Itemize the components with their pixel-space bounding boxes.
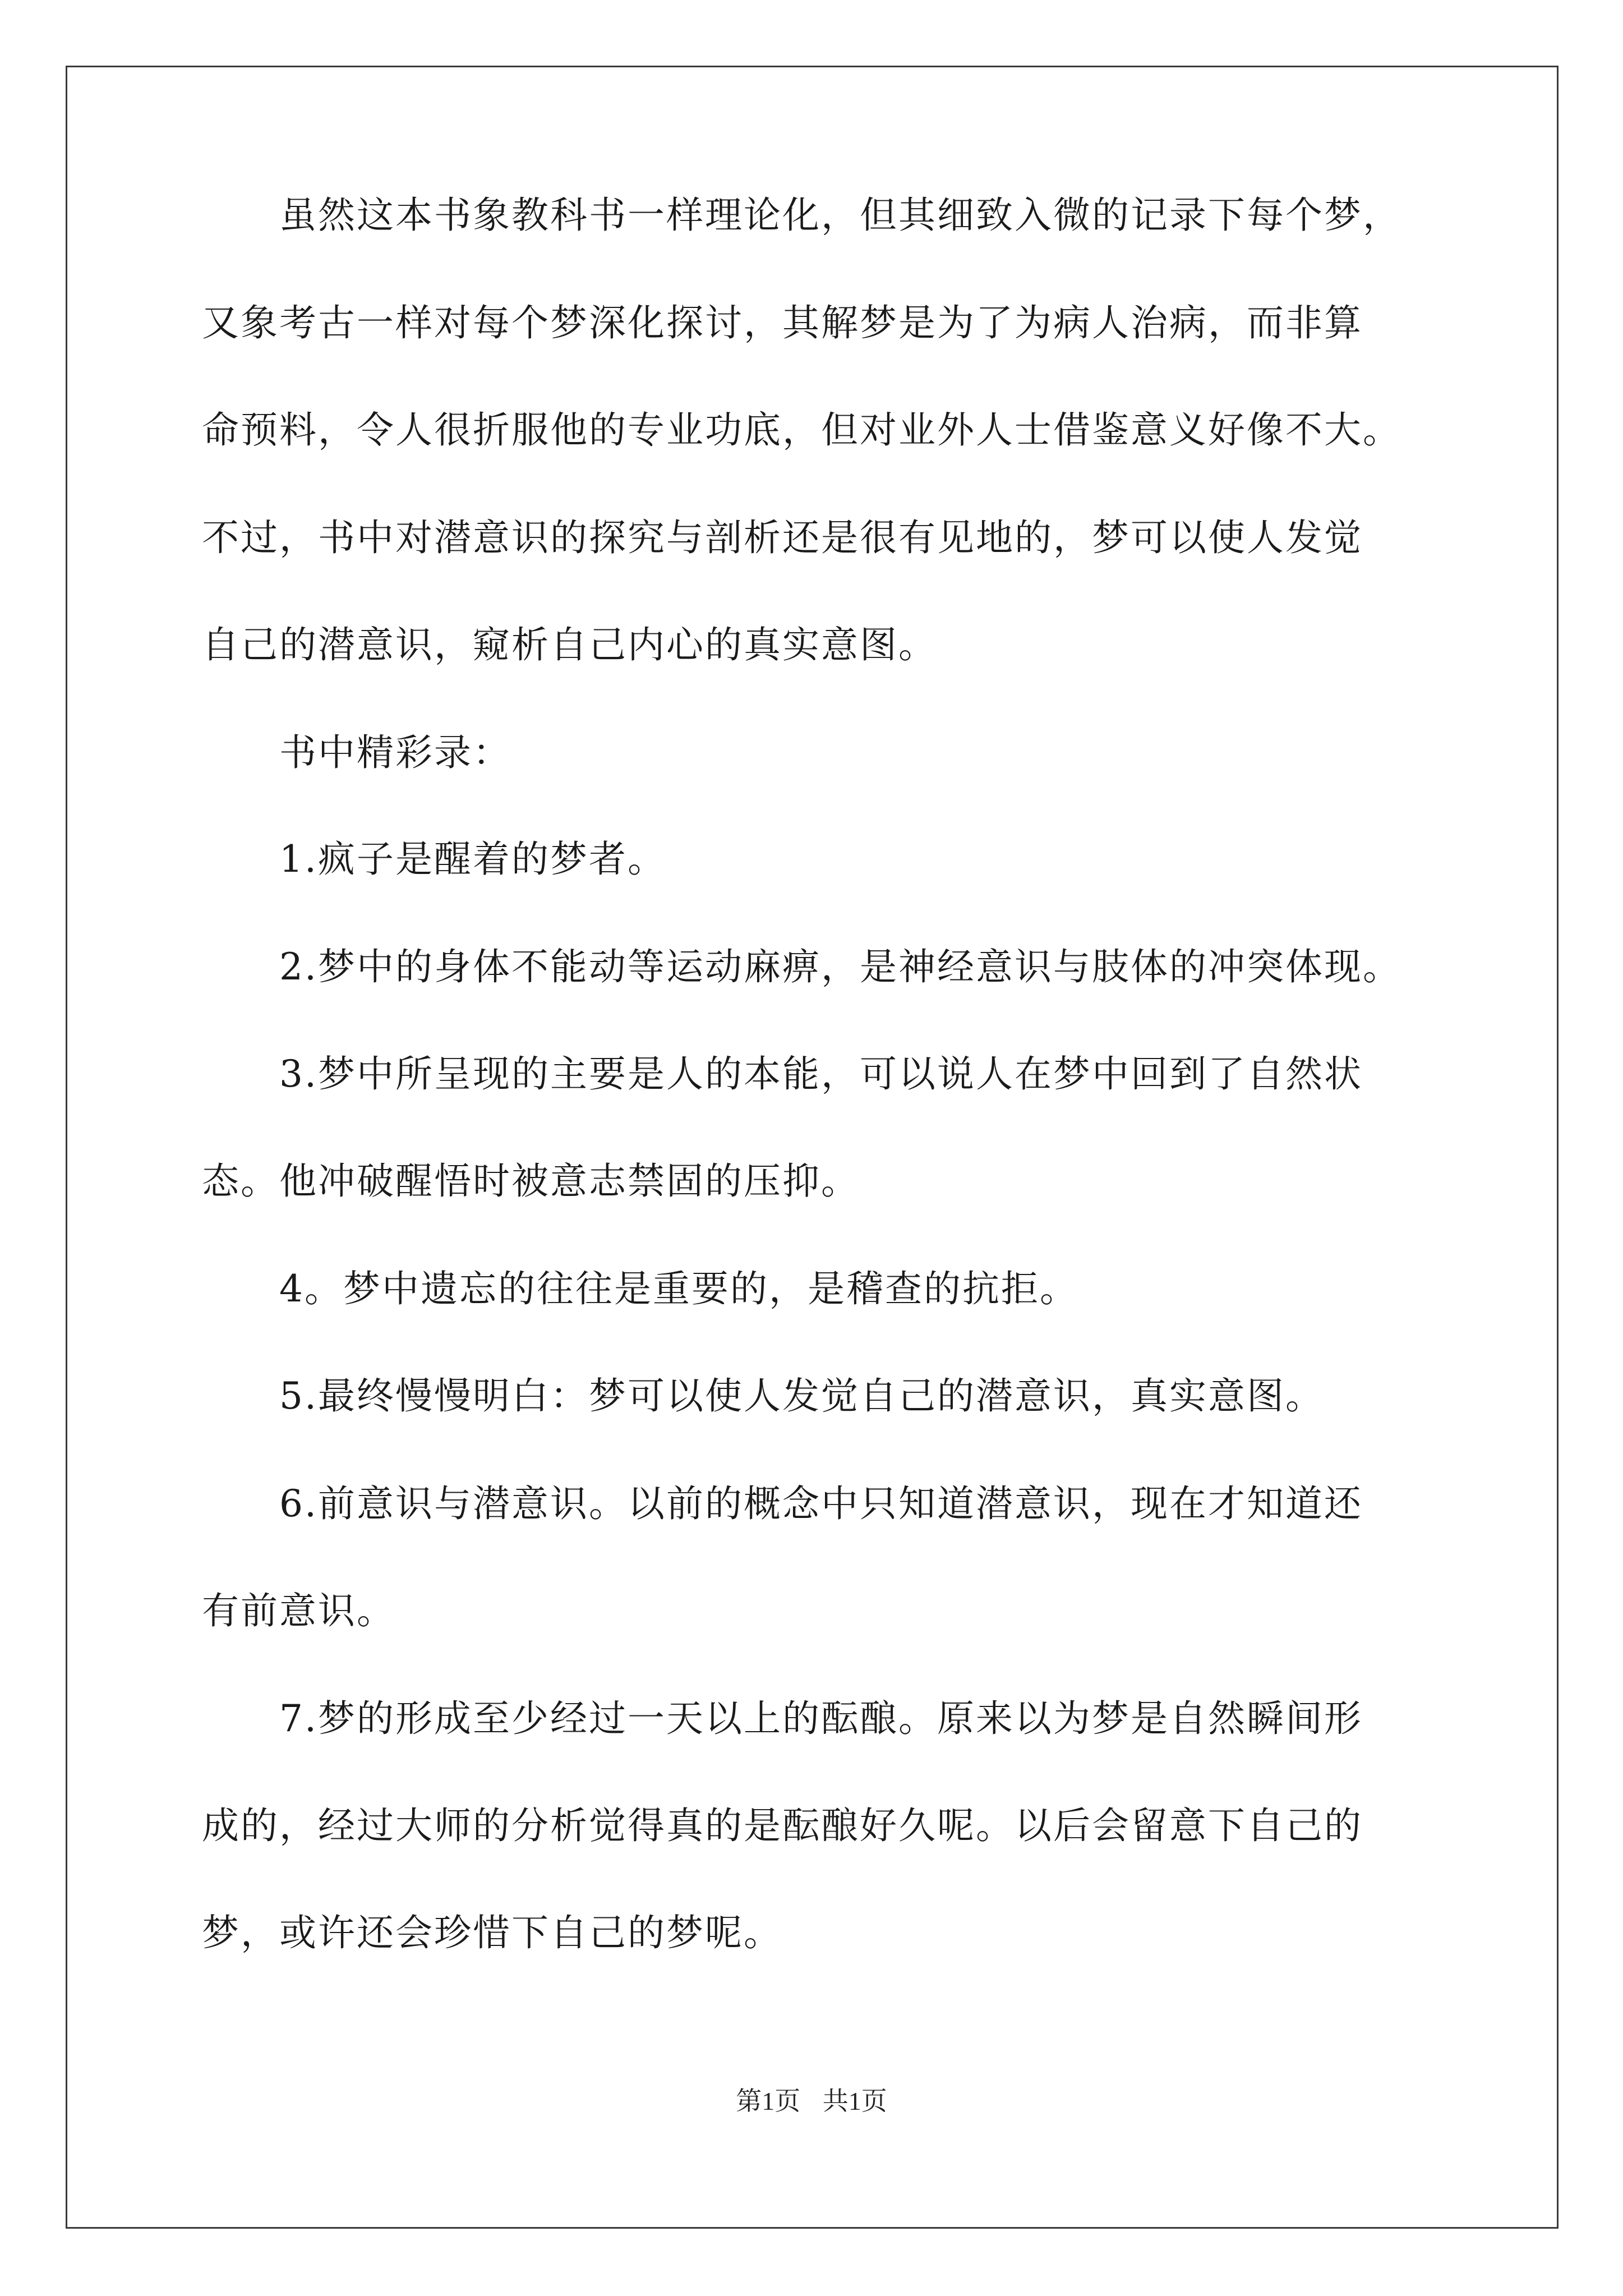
text-line: 3.梦中所呈现的主要是人的本能，可以说人在梦中回到了自然状 [202,1052,1363,1096]
page-border [66,66,1559,2229]
text-line: 自己的潜意识，窥析自己内心的真实意图。 [202,623,937,666]
text-line: 有前意识。 [202,1589,395,1632]
text-line: 不过，书中对潜意识的探究与剖析还是很有见地的，梦可以使人发觉 [202,516,1363,559]
text-line: 4。梦中遗忘的往往是重要的，是稽查的抗拒。 [202,1267,1078,1310]
page-total: 共1页 [822,2087,887,2115]
text-line: 成的，经过大师的分析觉得真的是酝酿好久呢。以后会留意下自己的 [202,1804,1363,1847]
text-line: 2.梦中的身体不能动等运动麻痹，是神经意识与肢体的冲突体现。 [202,945,1401,988]
text-line: 6.前意识与潜意识。以前的概念中只知道潜意识，现在才知道还 [202,1482,1363,1525]
text-line: 虽然这本书象教科书一样理论化，但其细致入微的记录下每个梦， [202,194,1401,237]
text-line: 1.疯子是醒着的梦者。 [202,838,666,881]
text-line: 梦，或许还会珍惜下自己的梦呢。 [202,1911,782,1954]
page-number: 第1页 [736,2087,801,2115]
text-line: 7.梦的形成至少经过一天以上的酝酿。原来以为梦是自然瞬间形 [202,1697,1363,1740]
text-line: 5.最终慢慢明白：梦可以使人发觉自己的潜意识，真实意图。 [202,1374,1324,1418]
text-line: 书中精彩录： [202,731,511,774]
text-line: 态。他冲破醒悟时被意志禁固的压抑。 [202,1159,860,1203]
page-footer [0,2086,1623,2117]
text-line: 又象考古一样对每个梦深化探讨，其解梦是为了为病人治病，而非算 [202,301,1363,344]
text-line: 命预料，令人很折服他的专业功底，但对业外人士借鉴意义好像不大。 [202,408,1401,452]
